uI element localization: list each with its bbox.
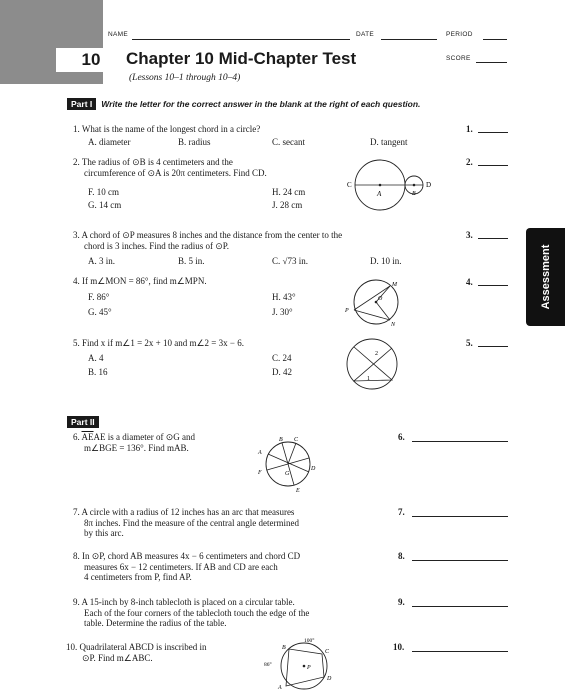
q3-choice-a: A. 3 in. xyxy=(88,256,115,266)
date-label: DATE xyxy=(356,31,375,38)
question-2: 2. The radius of ⊙B is 4 centimeters and the circumference of ⊙A is 20π centimeters. Find CD. xyxy=(73,157,267,178)
svg-text:O: O xyxy=(378,296,383,302)
svg-text:1: 1 xyxy=(367,376,370,382)
svg-text:C: C xyxy=(325,649,330,655)
answer-6-number: 6. xyxy=(398,432,405,442)
question-3: 3. A chord of ⊙P measures 8 inches and the distance from the center to the chord is 3 inches. Find the radius of ⊙P. xyxy=(73,230,343,251)
answer-7-blank[interactable] xyxy=(412,516,508,517)
q4-choice-f: F. 86° xyxy=(88,292,110,302)
part1-instructions: Write the letter for the correct answer in the blank at the right of each question. xyxy=(101,99,421,109)
question-9: 9. A 15-inch by 8-inch tablecloth is placed on a circular table. Each of the four corners of the tablecloth touch the edge of the table. Determine the radius of the table. xyxy=(73,597,310,628)
answer-8-blank[interactable] xyxy=(412,560,508,561)
q5-choice-d: D. 42 xyxy=(272,367,292,377)
question-1: 1. What is the name of the longest chord in a circle? xyxy=(73,124,261,134)
answer-10-blank[interactable] xyxy=(412,651,508,652)
answer-8-number: 8. xyxy=(398,551,405,561)
answer-6-blank[interactable] xyxy=(412,441,508,442)
svg-text:G: G xyxy=(285,471,290,477)
chapter-number: 10 xyxy=(66,48,116,72)
svg-text:E: E xyxy=(296,488,300,494)
q4-choice-j: J. 30° xyxy=(272,307,293,317)
name-line[interactable] xyxy=(132,39,350,40)
q2-circles-figure xyxy=(340,158,440,212)
answer-10-number: 10. xyxy=(393,642,405,652)
q1-choice-c: C. secant xyxy=(272,137,305,147)
q3-choice-c: C. √73 in. xyxy=(272,256,308,266)
q2-choice-g: G. 14 cm xyxy=(88,200,122,210)
svg-text:B: B xyxy=(279,437,283,443)
answer-3-number: 3. xyxy=(466,230,473,240)
question-8: 8. In ⊙P, chord AB measures 4x − 6 centimeters and chord CD measures 6x − 12 centimeters. If AB and CD are each 4 centimeters from P, find AP. xyxy=(73,551,301,582)
assessment-tab-label: Assessment xyxy=(539,244,552,310)
score-label: SCORE xyxy=(446,55,471,62)
question-5: 5. Find x if m∠1 = 2x + 10 and m∠2 = 3x − 6. xyxy=(73,338,244,348)
q3-choice-d: D. 10 in. xyxy=(370,256,402,266)
svg-text:P: P xyxy=(307,665,311,671)
svg-text:P: P xyxy=(345,308,349,314)
svg-text:86°: 86° xyxy=(264,662,272,668)
svg-text:A: A xyxy=(258,450,262,456)
label-b: B xyxy=(412,191,416,197)
q4-circle-figure xyxy=(340,276,410,328)
answer-2-number: 2. xyxy=(466,157,473,167)
q5-choice-b: B. 16 xyxy=(88,367,108,377)
label-d: D xyxy=(426,181,432,189)
answer-4-blank[interactable] xyxy=(478,285,508,286)
answer-7-number: 7. xyxy=(398,507,405,517)
q1-choice-b: B. radius xyxy=(178,137,211,147)
lessons-subtitle: (Lessons 10–1 through 10–4) xyxy=(129,73,241,83)
q2-choice-f: F. 10 cm xyxy=(88,187,120,197)
answer-5-number: 5. xyxy=(466,338,473,348)
answer-5-blank[interactable] xyxy=(478,346,508,347)
answer-1-number: 1. xyxy=(466,124,473,134)
date-line[interactable] xyxy=(381,39,437,40)
question-4: 4. If m∠MON = 86°, find m∠MPN. xyxy=(73,276,207,286)
assessment-tab xyxy=(526,228,565,326)
answer-3-blank[interactable] xyxy=(478,238,508,239)
svg-text:B: B xyxy=(282,645,286,651)
q1-choice-a: A. diameter xyxy=(88,137,131,147)
part2-header xyxy=(67,410,99,429)
q4-choice-g: G. 45° xyxy=(88,307,112,317)
part1-header xyxy=(67,98,499,110)
part1-label: Part I xyxy=(67,98,96,110)
answer-9-number: 9. xyxy=(398,597,405,607)
svg-text:M: M xyxy=(392,282,397,288)
period-line[interactable] xyxy=(483,39,507,40)
name-label: NAME xyxy=(108,31,128,38)
q1-choice-d: D. tangent xyxy=(370,137,408,147)
label-c: C xyxy=(347,181,352,189)
answer-4-number: 4. xyxy=(466,277,473,287)
svg-text:F: F xyxy=(258,470,262,476)
q2-choice-j: J. 28 cm xyxy=(272,200,303,210)
svg-text:A: A xyxy=(278,685,282,690)
answer-9-blank[interactable] xyxy=(412,606,508,607)
q10-circle-figure xyxy=(262,634,342,690)
svg-text:N: N xyxy=(391,322,396,328)
period-label: PERIOD xyxy=(446,31,473,38)
question-7: 7. A circle with a radius of 12 inches has an arc that measures 8π inches. Find the measure of the central angle determined by this arc. xyxy=(73,507,299,538)
q2-choice-h: H. 24 cm xyxy=(272,187,306,197)
q6-circle-figure xyxy=(254,432,324,494)
q5-choice-c: C. 24 xyxy=(272,353,292,363)
answer-2-blank[interactable] xyxy=(478,165,508,166)
page-title: Chapter 10 Mid-Chapter Test xyxy=(126,49,357,68)
q5-circle-figure xyxy=(342,336,402,392)
svg-text:2: 2 xyxy=(375,351,378,357)
svg-text:C: C xyxy=(294,437,299,443)
q5-choice-a: A. 4 xyxy=(88,353,104,363)
answer-1-blank[interactable] xyxy=(478,132,508,133)
question-10: 10. Quadrilateral ABCD is inscribed in ⊙P. Find m∠ABC. xyxy=(66,642,207,663)
q3-choice-b: B. 5 in. xyxy=(178,256,205,266)
question-6: 6. $\overline{AE}AE$ is a diameter of ⊙G and m∠BGE = 136°. Find mAB. xyxy=(73,432,196,453)
part2-label: Part II xyxy=(67,416,99,428)
svg-text:D: D xyxy=(327,676,332,682)
svg-text:D: D xyxy=(311,466,316,472)
score-line[interactable] xyxy=(476,62,507,63)
svg-text:100°: 100° xyxy=(304,638,315,644)
label-a: A xyxy=(377,190,382,198)
q4-choice-h: H. 43° xyxy=(272,292,296,302)
